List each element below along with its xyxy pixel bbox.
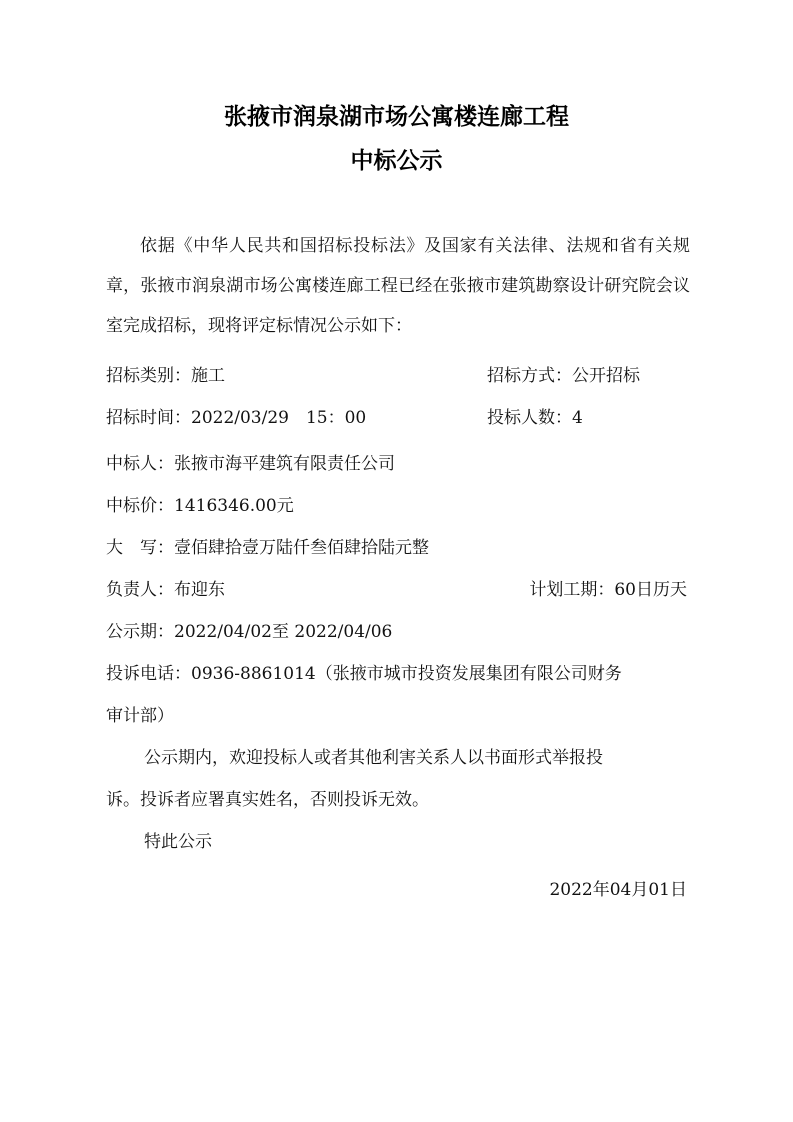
- complaint-phone-line2: 审计部）: [106, 706, 174, 726]
- publicity-period: 公示期：2022/04/02至 2022/04/06: [106, 622, 393, 642]
- bid-time: 招标时间：2022/03/29 15：00: [106, 408, 367, 428]
- closing-text: 特此公示: [144, 832, 212, 852]
- document-title: 张掖市润泉湖市场公寓楼连廊工程: [224, 104, 569, 130]
- bid-method: 招标方式：公开招标: [487, 366, 640, 386]
- notice-line1: 公示期内，欢迎投标人或者其他利害关系人以书面形式举报投: [144, 748, 603, 768]
- document-subtitle: 中标公示: [350, 148, 443, 174]
- price-in-words: [106, 536, 429, 560]
- price-in-words-value: 壹佰肆拾壹万陆仟叁佰肆拾陆元整: [174, 538, 429, 558]
- notice-line2: 诉。投诉者应署真实姓名，否则投诉无效。: [106, 790, 429, 810]
- document-date: 2022年04月01日: [549, 880, 687, 900]
- planned-duration: 计划工期：60日历天: [529, 580, 687, 600]
- project-manager: 负责人：布迎东: [106, 580, 225, 600]
- intro-paragraph: 依据《中华人民共和国招标投标法》及国家有关法律、法规和省有关规章，张掖市润泉湖市场公寓楼连廊工程已经在张掖市建筑勘察设计研究院会议室完成招标，现将评定标情况公示如下：: [106, 236, 690, 336]
- winning-bidder: 中标人：张掖市海平建筑有限责任公司: [106, 454, 395, 474]
- bidder-count: 投标人数：4: [487, 408, 583, 428]
- complaint-phone-line1: 投诉电话：0936-8861014（张掖市城市投资发展集团有限公司财务: [106, 664, 622, 684]
- price-in-words-label: 大 写：: [106, 538, 174, 558]
- winning-price: 中标价：1416346.00元: [106, 496, 294, 516]
- bid-category: 招标类别：施工: [106, 366, 225, 386]
